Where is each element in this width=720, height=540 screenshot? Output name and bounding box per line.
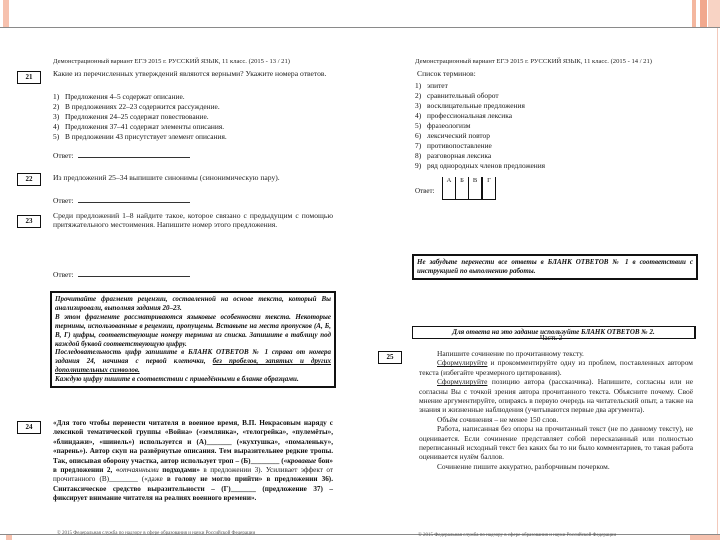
instruction-paragraph: Каждую цифру пишите в соответствии с приведёнными в бланке образцами. xyxy=(55,375,299,384)
terms-title: Список терминов: xyxy=(417,69,476,78)
task-25-paragraph: Напишите сочинение по прочитанному тексту. xyxy=(437,349,584,358)
page-footer: © 2015 Федеральная служба по надзору в сфере образования и науки Российской Федерации xyxy=(418,533,617,538)
task-21-option: 2) В предложениях 22–23 содержится рассуждение. xyxy=(53,102,220,111)
answer-cell-g[interactable]: Г xyxy=(482,177,496,200)
page-header: Демонстрационный вариант ЕГЭ 2015 г. РУССКИЙ ЯЗЫК, 11 класс. (2015 - 14 / 21) xyxy=(415,58,652,65)
task-25-paragraph: Сочинение пишите аккуратно, разборчивым почерком. xyxy=(437,461,610,471)
page-footer: © 2015 Федеральная служба по надзору в сфере образования и науки Российской Федерации xyxy=(57,531,256,536)
instruction-paragraph: В этом фрагменте рассматриваются языковые особенности текста. Некоторые термины, использованные в рецензии, пропущены. Вставьте на места пропусков (А, Б, В, Г) цифры, соответствующие номеру термина из списка. Запишите в таблицу под каждой буквой соответствующую цифру. xyxy=(55,312,331,348)
term-item: 6) лексический повтор xyxy=(415,131,490,140)
term-item: 8) разговорная лексика xyxy=(415,151,492,160)
task-21-option: 4) Предложения 37–41 содержат элементы описания. xyxy=(53,122,225,131)
task-24-text: «Для того чтобы перенести читателя в военное время, В.П. Некрасовым наряду с лексикой тематической группы «Война» («землянка», «телогрейка», «пулемёты», «блиндажи», «шинель») используется и (А)_______ («кухтушка», «помаленьку», «парень»). Автор скуп на развёрнутые описания. Тем выразительнее редкие тропы. Так, описывая оборону участка, автор использует троп – (Б)________ («кровавые бои» в предложении 2, «отчаянными подходами» в предложении 3). Усиливает эффект от прочитанного (В)________ («даже в голову не могло прийти» в предложении 36). Синтаксическое средство выразительности – (Г)_______ (предложение 37) – фиксирует внимание читателя на реалиях военного времени». xyxy=(53,419,334,503)
reminder-box: Не забудьте перенести все ответы в БЛАНК ОТВЕТОВ № 1 в соответствии с инструкцией по выполнению работы. xyxy=(412,254,698,280)
task-21-answer-field: Ответ: xyxy=(53,151,190,160)
task-21-option: 1) Предложения 4–5 содержат описание. xyxy=(53,92,185,101)
answer-cell-v[interactable]: В xyxy=(469,177,483,200)
instruction-paragraph: Прочитайте фрагмент рецензии, составленной на основе текста, который Вы анализировали, выполняя задания 20–23. xyxy=(55,295,331,312)
task-21-option: 3) Предложения 24–25 содержат повествование. xyxy=(53,112,209,121)
term-item: 2) сравнительный оборот xyxy=(415,91,499,100)
term-item: 4) профессиональная лексика xyxy=(415,111,513,120)
task-number-21: 21 xyxy=(17,71,41,84)
task-22-answer-field: Ответ: xyxy=(53,196,190,205)
task-21-question: Какие из перечисленных утверждений являются верными? Укажите номера ответов. xyxy=(53,69,327,78)
accent-bar-right xyxy=(692,0,696,27)
accent-bar-left xyxy=(3,0,9,27)
accent-bar-right xyxy=(708,0,720,27)
instruction-box xyxy=(50,291,336,388)
exam-page-13 xyxy=(0,28,360,534)
task-23-answer-field: Ответ: xyxy=(53,270,190,279)
term-item: 5) фразеологизм xyxy=(415,121,471,130)
answer-cell-b[interactable]: Б xyxy=(456,177,469,200)
task-25-paragraph: Сформулируйте и прокомментируйте одну из проблем, поставленных автором текста (избегайте чрезмерного цитирования). xyxy=(419,358,693,377)
task-25-paragraph: Сформулируйте позицию автора (рассказчика). Напишите, согласны или не согласны Вы с точкой зрения автора прочитанного текста. Объясните почему. Своё мнение аргументируйте, опираясь в первую очередь на читательский опыт, а также на знания и жизненные наблюдения (учитываются первые два аргумента). xyxy=(419,377,693,415)
term-item: 3) восклицательные предложения xyxy=(415,101,525,110)
task-number-25: 25 xyxy=(378,351,402,364)
task-number-24: 24 xyxy=(17,421,41,434)
task-23-question: Среди предложений 1–8 найдите такое, которое связано с предыдущим с помощью притяжательного местоимения. Напишите номер этого предложения. xyxy=(53,211,333,229)
task-25-text xyxy=(419,349,693,471)
task-number-22: 22 xyxy=(17,173,41,186)
term-item: 7) противопоставление xyxy=(415,141,492,150)
part-2-title: Часть 2 xyxy=(540,334,563,342)
task-21-option: 5) В предложении 43 присутствует элемент описания. xyxy=(53,132,227,141)
part-2-instruction-box: Для ответа на это задание используйте БЛАНК ОТВЕТОВ № 2. xyxy=(412,326,696,339)
term-item: 1) эпитет xyxy=(415,81,448,90)
accent-bar-bottom-right xyxy=(690,535,720,540)
task-number-23: 23 xyxy=(17,215,41,228)
page-header: Демонстрационный вариант ЕГЭ 2015 г. РУССКИЙ ЯЗЫК, 11 класс. (2015 - 13 / 21) xyxy=(53,58,290,65)
instruction-paragraph: Последовательность цифр запишите в БЛАНК ОТВЕТОВ № 1 справа от номера задания 24, начиная с первой клеточки, без пробелов, запятых и других дополнительных символов. xyxy=(55,348,331,375)
answer-table xyxy=(442,177,496,200)
term-item: 9) ряд однородных членов предложения xyxy=(415,161,546,170)
task-25-paragraph: Работа, написанная без опоры на прочитанный текст (не по данному тексту), не оценивается. Если сочинение представляет собой пересказанный или полностью переписанный исходный текст без каких бы то ни было комментариев, то такая работа оценивается нулём баллов. xyxy=(419,424,693,462)
right-edge-line xyxy=(717,28,718,534)
task-25-paragraph: Объём сочинения – не менее 150 слов. xyxy=(437,414,559,424)
answer-label: Ответ: xyxy=(415,187,435,195)
accent-bar-bottom-left xyxy=(6,535,12,540)
task-22-question: Из предложений 25–34 выпишите синонимы (синонимическую пару). xyxy=(53,173,280,182)
exam-page-14 xyxy=(360,28,717,538)
answer-cell-a[interactable]: А xyxy=(443,177,456,200)
accent-bar-right xyxy=(700,0,707,27)
